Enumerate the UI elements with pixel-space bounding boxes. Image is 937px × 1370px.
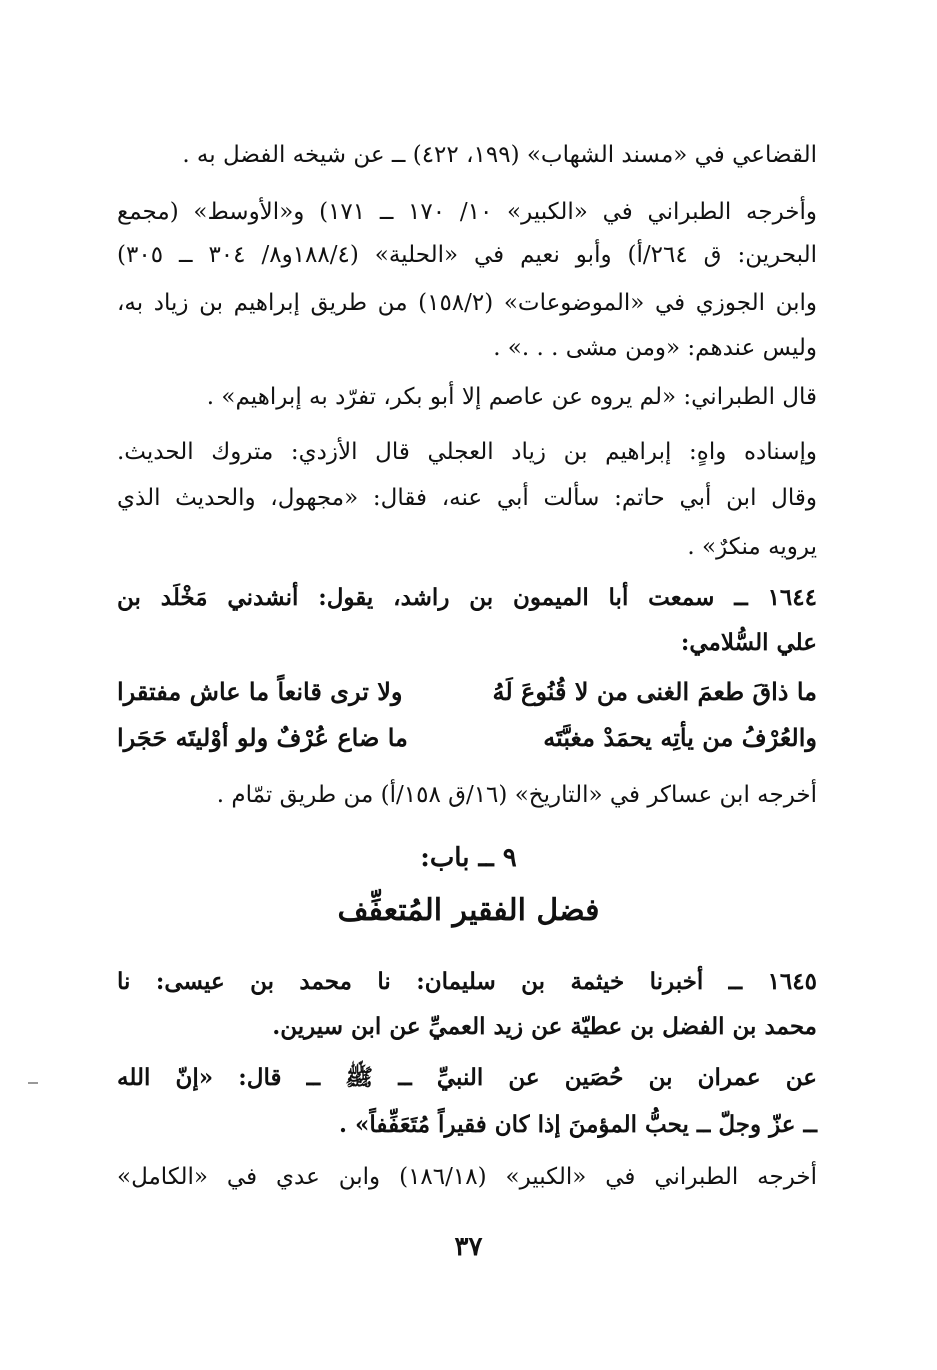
chapter-title: فضل الفقير المُتعفِّف: [337, 893, 600, 928]
poem-verse: [117, 675, 817, 709]
verse-hemistich: ولا ترى قانعاً ما عاش مفتقرا: [117, 677, 403, 706]
text-line: وابن الجوزي في «الموضوعات» (١٥٨/٢) من طريق إبراهيم بن زياد به،: [117, 290, 817, 316]
hadith-line: ١٦٤٥ ــ أخبرنا خيثمة بن سليمان: نا محمد بن عيسى: نا: [117, 968, 817, 995]
page-number: ٣٧: [454, 1232, 483, 1262]
scan-edge-mark: [28, 1082, 38, 1084]
text-line: يرويه منكرٌ» .: [687, 534, 817, 560]
text-line: القضاعي في «مسند الشهاب» (١٩٩، ٤٢٢) ــ عن شيخه الفضل به .: [182, 142, 817, 168]
verse-hemistich: والعُرْفُ من يأتِه يحمَدْ مغبَّتَه: [543, 723, 817, 752]
text-line: وإسناده واهٍ: إبراهيم بن زياد العجلي قال الأزدي: متروك الحديث.: [117, 439, 817, 465]
hadith-line: ــ عزّ وجلّ ــ يحبُّ المؤمنَ إذا كان فقيراً مُتَعَفِّفاً» .: [339, 1111, 817, 1138]
text-line: أخرجه ابن عساكر في «التاريخ» (١٦/ق ١٥٨/أ) من طريق تمّام .: [216, 782, 817, 808]
hadith-line: علي السُّلامي:: [680, 629, 817, 656]
text-line: أخرجه الطبراني في «الكبير» (١٨٦/١٨) وابن عدي في «الكامل»: [117, 1164, 818, 1190]
hadith-line: ١٦٤٤ ــ سمعت أبا الميمون بن راشد، يقول: أنشدني مَخْلَد بن: [117, 584, 817, 611]
text-line: وقال ابن أبي حاتم: سألت أبي عنه، فقال: «مجهول، والحديث الذي: [117, 485, 817, 511]
verse-hemistich: ما ضاع عُرْفٌ ولو أوْليتَه حَجَرا: [117, 723, 408, 752]
text-line: البحرين: ق ٢٦٤/أ) وأبو نعيم في «الحلية» (١٨٨/٤و٨/ ٣٠٤ ــ ٣٠٥): [117, 242, 817, 268]
hadith-line: عن عمران بن حُصَين عن النبيِّ ــ ﷺ ــ قال: «إنّ الله: [117, 1064, 817, 1091]
poem-verse: [117, 721, 817, 755]
text-line: وأخرجه الطبراني في «الكبير» ١٠/ ١٧٠ ــ ١٧١) و«الأوسط» (مجمع: [117, 199, 817, 225]
chapter-number: ٩ ــ باب:: [420, 843, 517, 873]
hadith-line: محمد بن الفضل بن عطيّة عن زيد العميِّ عن ابن سيرين.: [272, 1013, 817, 1040]
verse-hemistich: ما ذاقَ طعمَ الغنى من لا قُنُوعَ لَهُ: [492, 677, 817, 706]
text-line: قال الطبراني: «لم يروه عن عاصم إلا أبو بكر، تفرّد به إبراهيم» .: [206, 384, 817, 410]
text-line: وليس عندهم: «ومن مشى . . .» .: [493, 335, 817, 361]
